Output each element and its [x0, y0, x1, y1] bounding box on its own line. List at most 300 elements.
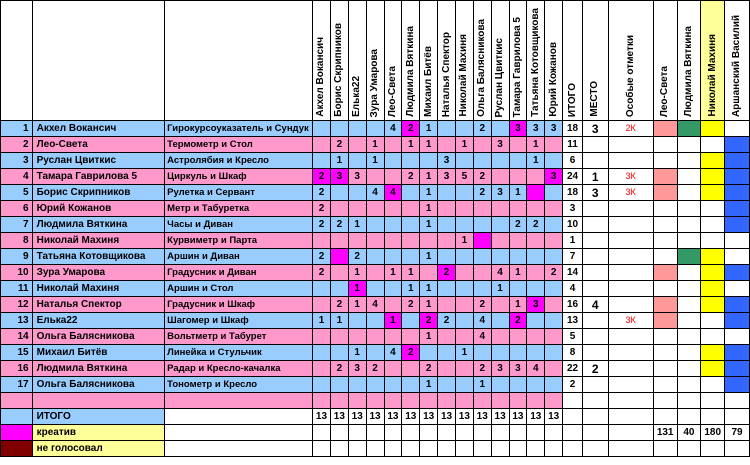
vote-cell[interactable]: 3 — [438, 169, 456, 185]
legend-blank[interactable] — [402, 441, 420, 457]
vote-cell[interactable]: 2 — [438, 313, 456, 329]
gift-description[interactable]: Рулетка и Сервант — [165, 185, 313, 201]
participant-name[interactable]: Ольга Балясникова — [32, 377, 165, 393]
vote-cell[interactable] — [348, 233, 366, 249]
vote-cell[interactable] — [348, 153, 366, 169]
vote-cell[interactable] — [438, 297, 456, 313]
vote-cell[interactable] — [438, 185, 456, 201]
vote-cell[interactable]: 2 — [402, 169, 420, 185]
note-cell[interactable]: 2К — [608, 121, 653, 137]
vote-cell[interactable] — [348, 137, 366, 153]
vote-cell[interactable]: 1 — [420, 137, 438, 153]
legend-swatch-creative[interactable] — [1, 425, 33, 441]
vote-cell[interactable] — [455, 153, 473, 169]
vote-cell[interactable]: 2 — [509, 313, 527, 329]
gift-description[interactable]: Метр и Табуретка — [165, 201, 313, 217]
separator-cell[interactable] — [348, 393, 366, 409]
vote-cell[interactable] — [473, 249, 491, 265]
legend-blank[interactable] — [653, 441, 677, 457]
total-cell[interactable]: 5 — [563, 329, 583, 345]
vote-cell[interactable] — [527, 281, 545, 297]
legend-blank[interactable] — [438, 441, 456, 457]
vote-cell[interactable] — [330, 265, 348, 281]
totals-blank[interactable] — [563, 409, 583, 425]
legend-blank[interactable] — [402, 425, 420, 441]
vote-cell[interactable] — [330, 281, 348, 297]
extra-cell[interactable] — [725, 137, 750, 153]
vote-cell[interactable]: 3 — [545, 169, 563, 185]
participant-name[interactable]: Людмила Вяткина — [32, 361, 165, 377]
participant-name[interactable]: Зура Умарова — [32, 265, 165, 281]
vote-cell[interactable] — [402, 233, 420, 249]
extra-cell[interactable] — [653, 281, 677, 297]
totals-blank[interactable] — [725, 409, 750, 425]
legend-blank[interactable] — [384, 441, 402, 457]
vote-cell[interactable] — [455, 329, 473, 345]
note-cell[interactable] — [608, 265, 653, 281]
vote-cell[interactable] — [348, 377, 366, 393]
vote-cell[interactable]: 3 — [545, 121, 563, 137]
legend-blank[interactable] — [608, 441, 653, 457]
total-cell[interactable]: 1 — [563, 233, 583, 249]
vote-cell[interactable] — [348, 313, 366, 329]
legend-blank[interactable] — [313, 441, 331, 457]
vote-cell[interactable] — [330, 249, 348, 265]
vote-cell[interactable]: 2 — [473, 185, 491, 201]
legend-blank[interactable] — [509, 425, 527, 441]
vote-cell[interactable] — [348, 121, 366, 137]
extra-cell[interactable] — [653, 377, 677, 393]
legend-blank[interactable] — [313, 425, 331, 441]
extra-cell[interactable] — [725, 169, 750, 185]
vote-cell[interactable]: 4 — [366, 297, 384, 313]
extra-cell[interactable] — [677, 249, 701, 265]
vote-cell[interactable]: 1 — [384, 313, 402, 329]
vote-cell[interactable]: 1 — [420, 281, 438, 297]
vote-cell[interactable] — [384, 137, 402, 153]
vote-cell[interactable]: 5 — [455, 169, 473, 185]
note-cell[interactable]: 3К — [608, 169, 653, 185]
participant-name[interactable]: Наталья Спектор — [32, 297, 165, 313]
vote-cell[interactable]: 4 — [384, 345, 402, 361]
extra-cell[interactable] — [653, 265, 677, 281]
vote-cell[interactable] — [545, 313, 563, 329]
legend-blank[interactable] — [582, 441, 608, 457]
vote-cell[interactable]: 2 — [473, 361, 491, 377]
totals-value[interactable]: 13 — [420, 409, 438, 425]
extra-cell[interactable] — [725, 153, 750, 169]
legend-label-no-vote[interactable]: не голосовал — [32, 441, 165, 457]
vote-cell[interactable]: 1 — [348, 297, 366, 313]
participant-name[interactable]: Борис Скрипников — [32, 185, 165, 201]
participant-name[interactable]: Руслан Цвиткис — [32, 153, 165, 169]
vote-cell[interactable] — [455, 265, 473, 281]
legend-blank[interactable] — [455, 441, 473, 457]
legend-blank[interactable] — [384, 425, 402, 441]
extra-cell[interactable] — [677, 281, 701, 297]
vote-cell[interactable] — [313, 233, 331, 249]
totals-value[interactable]: 13 — [491, 409, 509, 425]
vote-cell[interactable]: 1 — [455, 345, 473, 361]
participant-name[interactable]: Тамара Гаврилова 5 — [32, 169, 165, 185]
vote-cell[interactable]: 1 — [330, 313, 348, 329]
vote-cell[interactable] — [455, 217, 473, 233]
vote-cell[interactable] — [420, 153, 438, 169]
place-cell[interactable] — [582, 345, 608, 361]
extra-cell[interactable] — [725, 329, 750, 345]
extra-total-value[interactable]: 131 — [653, 425, 677, 441]
vote-cell[interactable]: 2 — [545, 265, 563, 281]
vote-cell[interactable] — [455, 361, 473, 377]
row-number[interactable]: 7 — [1, 217, 33, 233]
vote-cell[interactable] — [330, 329, 348, 345]
vote-cell[interactable]: 1 — [402, 281, 420, 297]
legend-blank[interactable] — [677, 441, 701, 457]
extra-cell[interactable] — [701, 281, 725, 297]
vote-cell[interactable] — [402, 153, 420, 169]
extra-cell[interactable] — [653, 185, 677, 201]
legend-blank[interactable] — [366, 425, 384, 441]
vote-cell[interactable] — [402, 313, 420, 329]
extra-cell[interactable] — [701, 313, 725, 329]
extra-cell[interactable] — [725, 345, 750, 361]
vote-cell[interactable]: 3 — [527, 121, 545, 137]
row-number[interactable]: 8 — [1, 233, 33, 249]
vote-cell[interactable]: 3 — [348, 169, 366, 185]
vote-cell[interactable] — [313, 121, 331, 137]
vote-cell[interactable] — [545, 185, 563, 201]
vote-cell[interactable]: 2 — [473, 121, 491, 137]
separator-cell[interactable] — [32, 393, 165, 409]
vote-cell[interactable]: 2 — [313, 201, 331, 217]
vote-cell[interactable] — [545, 217, 563, 233]
legend-blank[interactable] — [608, 425, 653, 441]
total-cell[interactable]: 18 — [563, 121, 583, 137]
total-cell[interactable]: 4 — [563, 281, 583, 297]
vote-cell[interactable] — [420, 265, 438, 281]
vote-cell[interactable] — [473, 153, 491, 169]
vote-cell[interactable]: 2 — [473, 297, 491, 313]
total-cell[interactable]: 24 — [563, 169, 583, 185]
gift-description[interactable]: Гирокурсоуказатель и Сундук — [165, 121, 313, 137]
vote-cell[interactable]: 1 — [348, 265, 366, 281]
totals-value[interactable]: 13 — [348, 409, 366, 425]
vote-cell[interactable]: 1 — [527, 153, 545, 169]
extra-cell[interactable] — [701, 297, 725, 313]
legend-blank[interactable] — [330, 441, 348, 457]
vote-cell[interactable]: 1 — [455, 137, 473, 153]
vote-cell[interactable] — [313, 297, 331, 313]
note-cell[interactable] — [608, 361, 653, 377]
participant-name[interactable]: Акхел Вокансич — [32, 121, 165, 137]
vote-cell[interactable] — [455, 249, 473, 265]
row-number[interactable]: 5 — [1, 185, 33, 201]
extra-total-value[interactable]: 180 — [701, 425, 725, 441]
legend-blank[interactable] — [491, 441, 509, 457]
vote-cell[interactable] — [527, 233, 545, 249]
place-cell[interactable] — [582, 265, 608, 281]
extra-cell[interactable] — [701, 329, 725, 345]
vote-cell[interactable] — [402, 249, 420, 265]
vote-cell[interactable] — [366, 233, 384, 249]
vote-cell[interactable] — [455, 281, 473, 297]
vote-cell[interactable]: 1 — [420, 377, 438, 393]
vote-cell[interactable] — [348, 185, 366, 201]
extra-cell[interactable] — [677, 137, 701, 153]
vote-cell[interactable] — [455, 201, 473, 217]
place-cell[interactable] — [582, 137, 608, 153]
note-cell[interactable] — [608, 281, 653, 297]
vote-cell[interactable] — [330, 201, 348, 217]
legend-blank[interactable] — [527, 425, 545, 441]
total-cell[interactable]: 13 — [563, 313, 583, 329]
vote-cell[interactable]: 1 — [527, 137, 545, 153]
place-cell[interactable] — [582, 217, 608, 233]
vote-cell[interactable] — [330, 121, 348, 137]
separator-cell[interactable] — [313, 393, 331, 409]
vote-cell[interactable]: 1 — [473, 377, 491, 393]
place-cell[interactable] — [582, 201, 608, 217]
vote-cell[interactable]: 3 — [509, 361, 527, 377]
vote-cell[interactable]: 1 — [420, 297, 438, 313]
vote-cell[interactable] — [366, 329, 384, 345]
vote-cell[interactable]: 1 — [384, 265, 402, 281]
extra-cell[interactable] — [653, 361, 677, 377]
vote-cell[interactable] — [527, 313, 545, 329]
vote-cell[interactable]: 1 — [420, 201, 438, 217]
participant-name[interactable]: Юрий Кожанов — [32, 201, 165, 217]
participant-name[interactable]: Лео-Света — [32, 137, 165, 153]
vote-cell[interactable] — [402, 329, 420, 345]
vote-cell[interactable]: 1 — [402, 137, 420, 153]
vote-cell[interactable] — [438, 121, 456, 137]
vote-cell[interactable] — [420, 345, 438, 361]
vote-cell[interactable] — [491, 377, 509, 393]
vote-cell[interactable] — [455, 121, 473, 137]
extra-cell[interactable] — [725, 249, 750, 265]
vote-cell[interactable] — [313, 361, 331, 377]
vote-cell[interactable] — [384, 377, 402, 393]
place-cell[interactable] — [582, 153, 608, 169]
vote-cell[interactable]: 2 — [313, 185, 331, 201]
row-number[interactable]: 10 — [1, 265, 33, 281]
total-cell[interactable]: 16 — [563, 297, 583, 313]
totals-blank[interactable] — [701, 409, 725, 425]
note-cell[interactable] — [608, 249, 653, 265]
extra-cell[interactable] — [653, 137, 677, 153]
note-cell[interactable] — [608, 345, 653, 361]
separator-cell[interactable] — [384, 393, 402, 409]
extra-cell[interactable] — [653, 153, 677, 169]
extra-cell[interactable] — [701, 217, 725, 233]
vote-cell[interactable]: 1 — [509, 185, 527, 201]
vote-cell[interactable] — [313, 153, 331, 169]
totals-blank[interactable] — [1, 409, 33, 425]
row-number[interactable]: 11 — [1, 281, 33, 297]
vote-cell[interactable] — [473, 217, 491, 233]
legend-blank[interactable] — [165, 425, 313, 441]
extra-cell[interactable] — [677, 185, 701, 201]
vote-cell[interactable] — [509, 137, 527, 153]
vote-cell[interactable]: 2 — [330, 137, 348, 153]
vote-cell[interactable] — [313, 345, 331, 361]
extra-cell[interactable] — [725, 377, 750, 393]
extra-cell[interactable] — [653, 329, 677, 345]
vote-cell[interactable]: 2 — [420, 313, 438, 329]
total-cell[interactable]: 14 — [563, 265, 583, 281]
vote-cell[interactable] — [527, 169, 545, 185]
vote-cell[interactable] — [402, 361, 420, 377]
vote-cell[interactable] — [509, 169, 527, 185]
gift-description[interactable]: Термометр и Стол — [165, 137, 313, 153]
vote-cell[interactable] — [366, 281, 384, 297]
vote-cell[interactable]: 4 — [366, 185, 384, 201]
totals-blank[interactable] — [165, 409, 313, 425]
legend-blank[interactable] — [701, 441, 725, 457]
vote-cell[interactable] — [527, 265, 545, 281]
place-cell[interactable]: 4 — [582, 297, 608, 313]
vote-cell[interactable] — [473, 201, 491, 217]
vote-cell[interactable]: 3 — [491, 185, 509, 201]
vote-cell[interactable]: 1 — [420, 185, 438, 201]
vote-cell[interactable] — [491, 169, 509, 185]
separator-cell[interactable] — [330, 393, 348, 409]
vote-cell[interactable] — [455, 297, 473, 313]
vote-cell[interactable] — [402, 185, 420, 201]
vote-cell[interactable] — [384, 233, 402, 249]
vote-cell[interactable] — [527, 345, 545, 361]
separator-cell[interactable] — [1, 393, 33, 409]
separator-cell[interactable] — [366, 393, 384, 409]
separator-cell[interactable] — [420, 393, 438, 409]
vote-cell[interactable]: 1 — [455, 233, 473, 249]
extra-cell[interactable] — [677, 297, 701, 313]
separator-cell[interactable] — [725, 393, 750, 409]
totals-value[interactable]: 13 — [366, 409, 384, 425]
vote-cell[interactable] — [313, 281, 331, 297]
totals-value[interactable]: 13 — [402, 409, 420, 425]
vote-cell[interactable]: 2 — [330, 361, 348, 377]
legend-blank[interactable] — [527, 441, 545, 457]
vote-cell[interactable]: 2 — [313, 169, 331, 185]
participant-name[interactable]: Николай Махиня — [32, 233, 165, 249]
vote-cell[interactable] — [491, 201, 509, 217]
gift-description[interactable]: Шагомер и Шкаф — [165, 313, 313, 329]
vote-cell[interactable] — [545, 153, 563, 169]
place-cell[interactable] — [582, 233, 608, 249]
total-cell[interactable]: 22 — [563, 361, 583, 377]
vote-cell[interactable] — [366, 265, 384, 281]
vote-cell[interactable] — [491, 233, 509, 249]
vote-cell[interactable]: 2 — [527, 217, 545, 233]
extra-cell[interactable] — [725, 361, 750, 377]
extra-cell[interactable] — [677, 329, 701, 345]
extra-cell[interactable] — [677, 169, 701, 185]
vote-cell[interactable]: 1 — [420, 329, 438, 345]
vote-cell[interactable]: 1 — [402, 265, 420, 281]
legend-blank[interactable] — [366, 441, 384, 457]
total-cell[interactable]: 3 — [563, 201, 583, 217]
vote-cell[interactable] — [366, 169, 384, 185]
vote-cell[interactable] — [348, 329, 366, 345]
extra-cell[interactable] — [677, 153, 701, 169]
vote-cell[interactable]: 1 — [509, 297, 527, 313]
vote-cell[interactable] — [491, 313, 509, 329]
extra-cell[interactable] — [701, 249, 725, 265]
vote-cell[interactable] — [545, 377, 563, 393]
extra-cell[interactable] — [653, 169, 677, 185]
vote-cell[interactable] — [366, 121, 384, 137]
vote-cell[interactable] — [527, 201, 545, 217]
vote-cell[interactable] — [491, 297, 509, 313]
vote-cell[interactable]: 1 — [420, 249, 438, 265]
totals-value[interactable]: 13 — [455, 409, 473, 425]
vote-cell[interactable]: 3 — [348, 361, 366, 377]
vote-cell[interactable] — [366, 377, 384, 393]
legend-blank[interactable] — [473, 425, 491, 441]
vote-cell[interactable]: 2 — [420, 361, 438, 377]
vote-cell[interactable] — [455, 377, 473, 393]
vote-cell[interactable] — [509, 249, 527, 265]
legend-blank[interactable] — [348, 425, 366, 441]
extra-cell[interactable] — [677, 265, 701, 281]
vote-cell[interactable] — [366, 313, 384, 329]
participant-name[interactable]: Ольга Балясникова — [32, 329, 165, 345]
extra-cell[interactable] — [653, 249, 677, 265]
vote-cell[interactable]: 4 — [473, 329, 491, 345]
vote-cell[interactable] — [473, 345, 491, 361]
vote-cell[interactable] — [545, 137, 563, 153]
vote-cell[interactable]: 2 — [330, 217, 348, 233]
separator-cell[interactable] — [509, 393, 527, 409]
legend-blank[interactable] — [563, 425, 583, 441]
extra-cell[interactable] — [677, 217, 701, 233]
vote-cell[interactable]: 2 — [313, 217, 331, 233]
vote-cell[interactable]: 3 — [491, 137, 509, 153]
vote-cell[interactable] — [509, 201, 527, 217]
legend-blank[interactable] — [438, 425, 456, 441]
participant-name[interactable]: Татьяна Котовщикова — [32, 249, 165, 265]
vote-cell[interactable]: 3 — [491, 361, 509, 377]
vote-cell[interactable]: 1 — [313, 313, 331, 329]
place-cell[interactable] — [582, 249, 608, 265]
totals-value[interactable]: 13 — [438, 409, 456, 425]
total-cell[interactable]: 6 — [563, 153, 583, 169]
note-cell[interactable] — [608, 153, 653, 169]
separator-cell[interactable] — [545, 393, 563, 409]
vote-cell[interactable] — [545, 233, 563, 249]
legend-blank[interactable] — [348, 441, 366, 457]
extra-cell[interactable] — [653, 233, 677, 249]
extra-cell[interactable] — [677, 233, 701, 249]
extra-cell[interactable] — [701, 233, 725, 249]
vote-cell[interactable]: 1 — [509, 265, 527, 281]
vote-cell[interactable] — [402, 377, 420, 393]
row-number[interactable]: 6 — [1, 201, 33, 217]
vote-cell[interactable]: 2 — [402, 345, 420, 361]
extra-cell[interactable] — [701, 153, 725, 169]
row-number[interactable]: 3 — [1, 153, 33, 169]
vote-cell[interactable] — [491, 217, 509, 233]
vote-cell[interactable] — [366, 249, 384, 265]
extra-cell[interactable] — [701, 169, 725, 185]
row-number[interactable]: 14 — [1, 329, 33, 345]
extra-cell[interactable] — [653, 201, 677, 217]
extra-cell[interactable] — [677, 313, 701, 329]
vote-cell[interactable]: 2 — [402, 121, 420, 137]
separator-cell[interactable] — [677, 393, 701, 409]
extra-cell[interactable] — [725, 281, 750, 297]
